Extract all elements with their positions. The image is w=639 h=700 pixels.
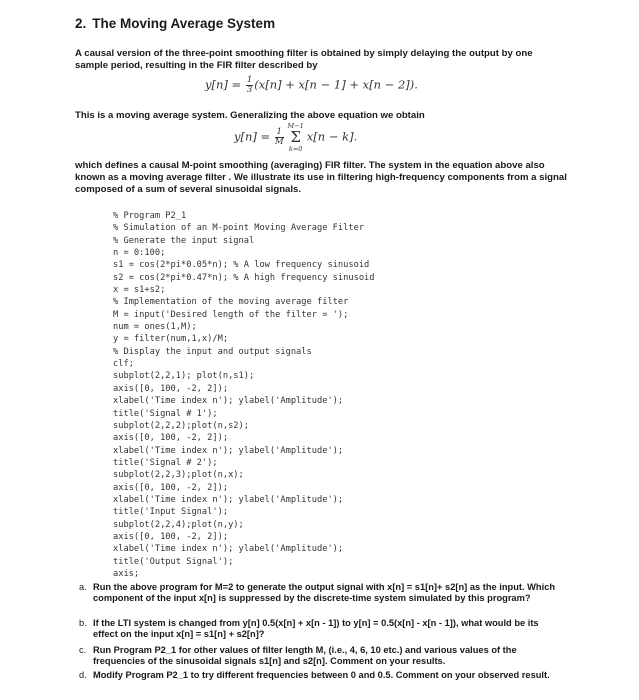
code-line: subplot(2,2,3);plot(n,x); [113, 470, 244, 481]
question-a [79, 582, 565, 604]
code-line: n = 0:100; [113, 248, 166, 259]
question-text: Run the above program for M=2 to generate the output signal with x[n] = s1[n]+ s2[n] as the input. Which component of the input x[n] is suppressed by the discrete-time system simulated by this program? [93, 582, 556, 603]
summation [288, 122, 304, 153]
code-line: axis([0, 100, -2, 2]); [113, 383, 229, 394]
code-line: title('Input Signal'); [113, 507, 229, 518]
code-line: xlabel('Time index n'); ylabel('Amplitude'); [113, 445, 344, 456]
matlab-code-block [113, 210, 375, 580]
code-line: clf; [113, 359, 134, 370]
question-c [79, 645, 565, 667]
question-d [79, 670, 565, 681]
equation1-numerator: 1 [246, 75, 253, 85]
code-line: % Display the input and output signals [113, 346, 312, 357]
equation1-fraction [246, 76, 253, 95]
code-line: M = input('Desired length of the filter = '); [113, 309, 349, 320]
code-line: y = filter(num,1,x)/M; [113, 334, 229, 345]
equation2-fraction [275, 128, 284, 147]
code-line: num = ones(1,M); [113, 322, 197, 333]
section-heading [75, 16, 275, 31]
code-line: axis([0, 100, -2, 2]); [113, 433, 229, 444]
equation2-numerator: 1 [276, 127, 282, 137]
code-line: x = s1+s2; [113, 285, 166, 296]
sum-lower-limit: k=0 [288, 145, 303, 153]
code-line: % Simulation of an M-point Moving Average Filter [113, 223, 365, 234]
equation-three-point [205, 76, 418, 95]
equation-moving-average [234, 122, 357, 153]
question-text: If the LTI system is changed from y[n] 0.5(x[n] + x[n - 1]) to y[n] = 0.5(x[n] - x[n - 1]), what would be its effect on the input x[n] = s1[n] + s2[n]? [93, 618, 539, 639]
question-b [79, 618, 565, 640]
description-paragraph: which defines a causal M-point smoothing (averaging) FIR filter. The system in the equation above also known as a moving average filter . We illustrate its use in filtering high-frequency components from a signal composed of a sum of several sinusoidal signals. [75, 160, 567, 195]
question-text: Run Program P2_1 for other values of filter length M, (i.e., 4, 6, 10 etc.) and various values of the frequencies of the sinusoidal signals s1[n] and s2[n]. Comment on your results. [93, 645, 517, 666]
code-line: subplot(2,2,1); plot(n,s1); [113, 371, 255, 382]
code-line: xlabel('Time index n'); ylabel('Amplitude'); [113, 396, 344, 407]
code-line: s1 = cos(2*pi*0.05*n); % A low frequency sinusoid [113, 260, 370, 271]
question-label: a. [79, 582, 87, 592]
code-line: axis; [113, 568, 140, 579]
code-line: title('Output Signal'); [113, 556, 234, 567]
code-line: xlabel('Time index n'); ylabel('Amplitude'); [113, 544, 344, 555]
intro-paragraph: A causal version of the three-point smoothing filter is obtained by simply delaying the output by one sample period, resulting in the FIR filter described by [75, 48, 533, 71]
equation2-denominator: M [274, 137, 284, 147]
question-label: b. [79, 618, 87, 628]
equation2-term: x[n − k]. [306, 129, 358, 144]
question-label: c. [79, 645, 87, 655]
equation2-lhs: y[n] = [234, 129, 271, 144]
code-line: % Program P2_1 [113, 211, 187, 221]
section-title: The Moving Average System [92, 16, 276, 31]
code-line: subplot(2,2,2);plot(n,s2); [113, 420, 249, 431]
code-line: title('Signal # 2'); [113, 457, 218, 468]
equation1-lhs: y[n] = [205, 77, 242, 92]
section-number: 2. [75, 16, 87, 31]
question-label: d. [79, 670, 87, 680]
code-line: % Implementation of the moving average filter [113, 297, 349, 308]
code-line: s2 = cos(2*pi*0.47*n); % A high frequency sinusoid [113, 272, 375, 283]
generalize-sentence: This is a moving average system. Generalizing the above equation we obtain [75, 110, 425, 121]
code-line: % Generate the input signal [113, 235, 255, 246]
code-line: title('Signal # 1'); [113, 408, 218, 419]
code-line: subplot(2,2,4);plot(n,y); [113, 519, 244, 530]
equation1-denominator: 3 [246, 85, 253, 95]
question-text: Modify Program P2_1 to try different frequencies between 0 and 0.5. Comment on your observed result. [93, 670, 550, 680]
sigma-symbol: Σ [290, 128, 301, 146]
code-line: axis([0, 100, -2, 2]); [113, 531, 229, 542]
code-line: axis([0, 100, -2, 2]); [113, 482, 229, 493]
code-line: xlabel('Time index n'); ylabel('Amplitude'); [113, 494, 344, 505]
sum-upper-limit: M−1 [287, 122, 304, 130]
equation1-rhs: (x[n] + x[n − 1] + x[n − 2]). [254, 77, 418, 92]
